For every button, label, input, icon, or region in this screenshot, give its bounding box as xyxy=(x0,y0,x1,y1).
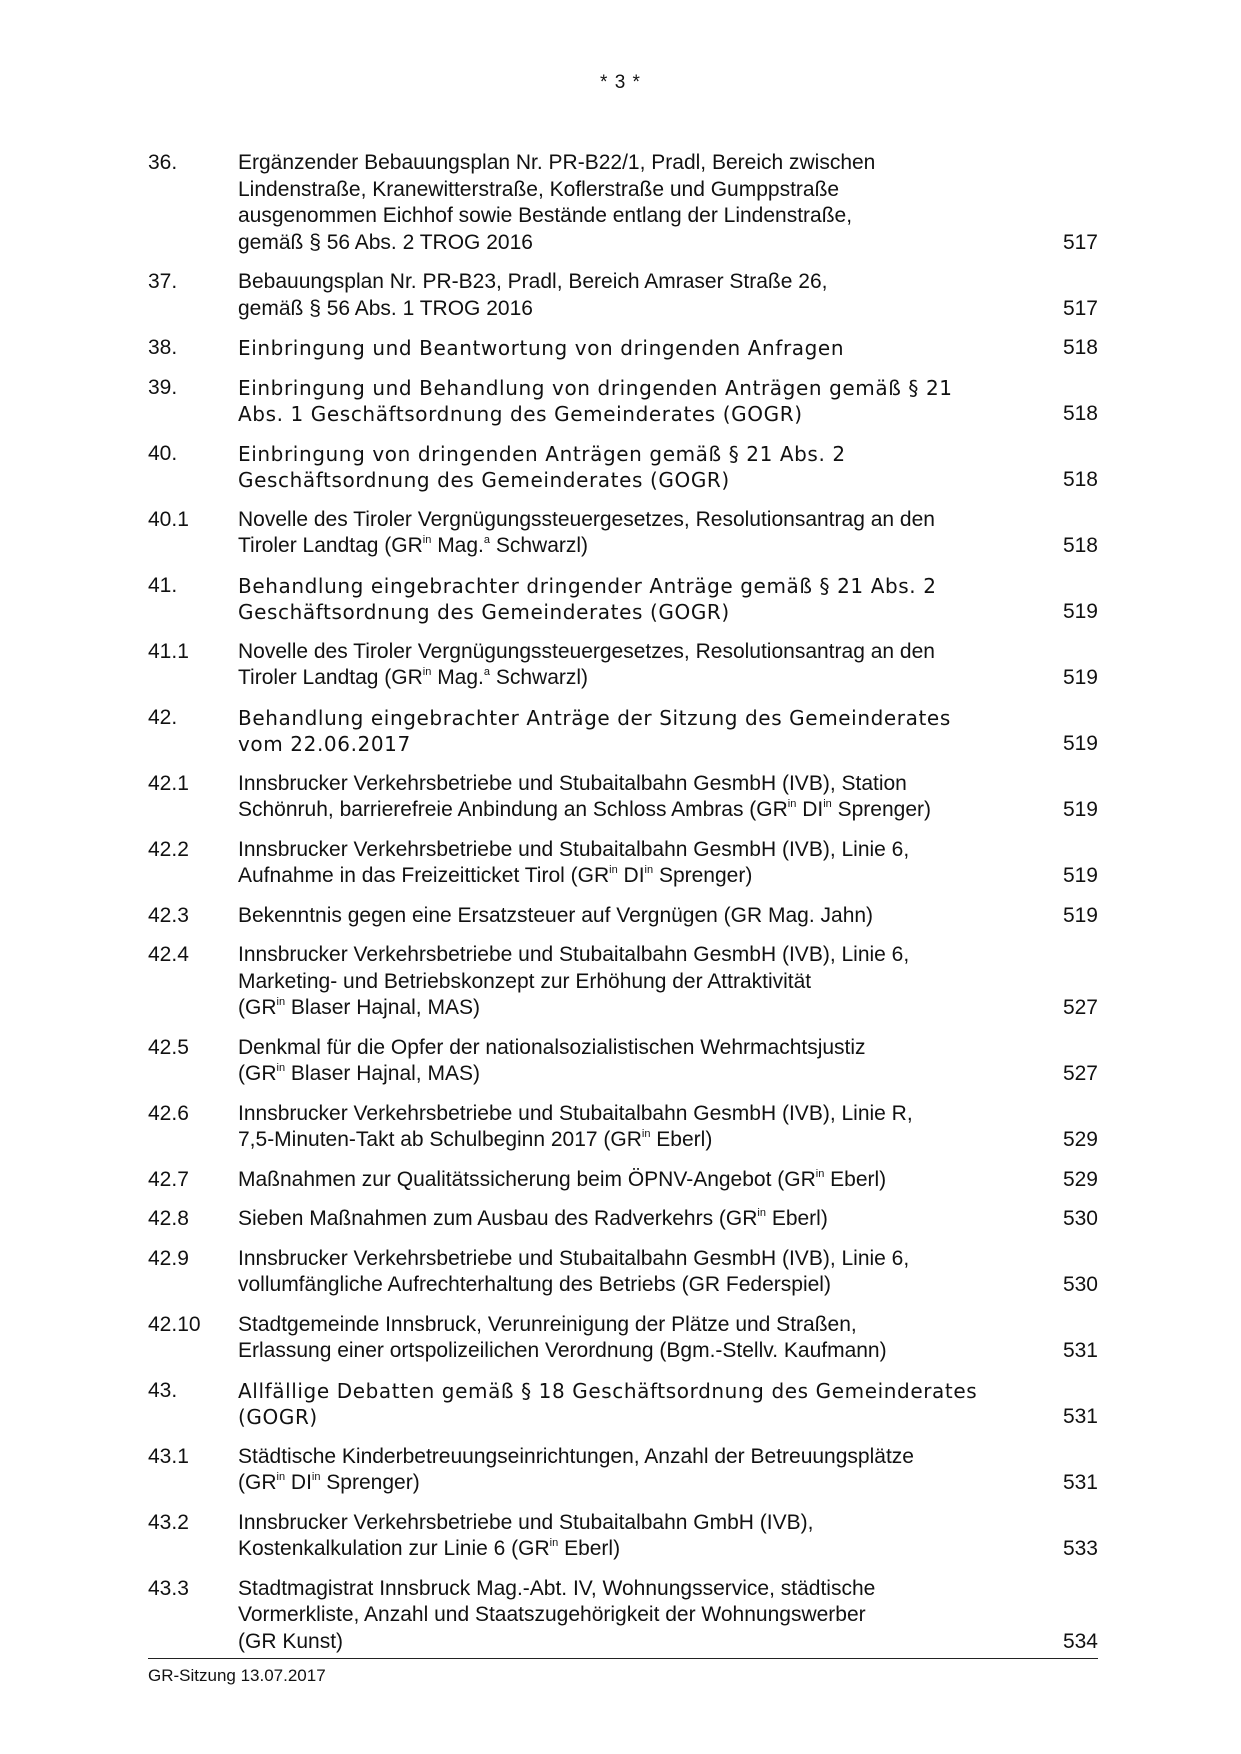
entry-title: Stadtgemeinde Innsbruck, Verunreinigung der Plätze und Straßen, Erlassung einer ortspolizeilichen Verordnung (Bgm.-Stellv. Kaufmann) xyxy=(238,1312,887,1362)
entry-number: 42.9 xyxy=(148,1246,189,1270)
entry-page: 519 xyxy=(1062,903,1098,927)
entry-page: 530 xyxy=(1062,1207,1098,1230)
entry-page: 519 xyxy=(1062,666,1098,689)
entry-number: 37. xyxy=(148,270,178,293)
toc-entry-37 xyxy=(148,269,1098,322)
toc-entry-36 xyxy=(148,150,1098,256)
toc-entry-43-1 xyxy=(148,1444,1098,1497)
entry-title: Innsbrucker Verkehrsbetriebe und Stubaitalbahn GesmbH (IVB), Linie 6, vollumfängliche Aufrechterhaltung des Betriebs (GR Federspiel) xyxy=(238,1246,910,1296)
toc-entry-43-2 xyxy=(148,1510,1098,1563)
entry-page: 530 xyxy=(1062,1273,1098,1296)
entry-page: 519 xyxy=(1062,732,1098,755)
table-of-contents xyxy=(148,150,1098,1668)
entry-page: 529 xyxy=(1062,1128,1098,1151)
entry-number: 38. xyxy=(148,336,178,359)
footer-divider xyxy=(148,1658,1098,1659)
entry-title: Ergänzender Bebauungsplan Nr. PR-B22/1, Pradl, Bereich zwischen Lindenstraße, Kranewitterstraße, Koflerstraße und Gumppstraße ausgenommen Eichhof sowie Bestände entlang der Lindenstraße, gemäß § 56 Abs. 2 TROG 2016 xyxy=(238,151,876,254)
toc-entry-42-3 xyxy=(148,903,1098,930)
toc-entry-43-3 xyxy=(148,1576,1098,1656)
toc-entry-42-4 xyxy=(148,942,1098,1022)
entry-title: Allfällige Debatten gemäß § 18 Geschäftsordnung des Gemeinderates (GOGR) xyxy=(238,1378,978,1429)
footer-session-date: GR-Sitzung 13.07.2017 xyxy=(148,1666,326,1685)
toc-entry-42-9 xyxy=(148,1246,1098,1299)
entry-title: Novelle des Tiroler Vergnügungssteuergesetzes, Resolutionsantrag an den Tiroler Landtag ($GR^{in}$ Mag.$^a$ Schwarzl) xyxy=(238,507,935,557)
entry-title: Innsbrucker Verkehrsbetriebe und Stubaitalbahn GesmbH (IVB), Linie 6, Aufnahme in das Freizeitticket Tirol ($GR^{in}$ $DI^{in}$ Sprenger) xyxy=(238,837,910,887)
entry-title: Sieben Maßnahmen zum Ausbau des Radverkehrs ($GR^{in}$ Eberl) xyxy=(238,1207,828,1230)
toc-entry-42-5 xyxy=(148,1035,1098,1088)
entry-number: 42.2 xyxy=(148,837,189,861)
entry-number: 39. xyxy=(148,375,178,399)
entry-title: Denkmal für die Opfer der nationalsozialistischen Wehrmachtsjustiz ($GR^{in}$ Blaser Hajnal, MAS) xyxy=(238,1035,866,1085)
entry-page: 533 xyxy=(1062,1537,1098,1560)
entry-number: 42.7 xyxy=(148,1167,189,1191)
toc-entry-40 xyxy=(148,441,1098,494)
entry-number: 41.1 xyxy=(148,639,189,663)
entry-number: 42.5 xyxy=(148,1035,189,1059)
entry-title: Einbringung und Beantwortung von dringenden Anfragen xyxy=(238,336,845,360)
entry-number: 43. xyxy=(148,1378,178,1402)
entry-title: Innsbrucker Verkehrsbetriebe und Stubaitalbahn GesmbH (IVB), Station Schönruh, barrierefreie Anbindung an Schloss Ambras ($GR^{in}$ $DI^{in}$ Sprenger) xyxy=(238,771,931,821)
entry-number: 42.1 xyxy=(148,771,189,795)
entry-number: 42.10 xyxy=(148,1312,201,1336)
entry-number: 41. xyxy=(148,573,178,597)
entry-number: 42.3 xyxy=(148,903,189,927)
toc-entry-41-1 xyxy=(148,639,1098,692)
entry-number: 36. xyxy=(148,151,178,174)
entry-title: Stadtmagistrat Innsbruck Mag.-Abt. IV, Wohnungsservice, städtische Vormerkliste, Anzahl und Staatszugehörigkeit der Wohnungswerber (GR Kunst) xyxy=(238,1576,876,1653)
entry-page: 519 xyxy=(1062,864,1098,887)
toc-entry-38 xyxy=(148,335,1098,362)
toc-entry-42-1 xyxy=(148,771,1098,824)
entry-page: 531 xyxy=(1062,1405,1098,1428)
entry-page: 534 xyxy=(1062,1629,1098,1653)
entry-page: 527 xyxy=(1062,996,1098,1019)
entry-page: 517 xyxy=(1062,296,1098,320)
entry-title: Städtische Kinderbetreuungseinrichtungen, Anzahl der Betreuungsplätze ($GR^{in}$ $DI^{in}$ Sprenger) xyxy=(238,1444,914,1494)
toc-entry-42-10 xyxy=(148,1312,1098,1365)
entry-number: 43.1 xyxy=(148,1444,189,1468)
entry-title: Maßnahmen zur Qualitätssicherung beim ÖPNV-Angebot ($GR^{in}$ Eberl) xyxy=(238,1167,887,1191)
entry-number: 42.6 xyxy=(148,1101,189,1125)
entry-page: 519 xyxy=(1062,600,1098,623)
toc-entry-39 xyxy=(148,375,1098,428)
entry-number: 42.8 xyxy=(148,1207,189,1230)
entry-number: 43.3 xyxy=(148,1576,189,1600)
entry-page: 529 xyxy=(1062,1167,1098,1191)
entry-number: 40. xyxy=(148,441,178,465)
toc-entry-41 xyxy=(148,573,1098,626)
toc-entry-42-6 xyxy=(148,1101,1098,1154)
entry-page: 519 xyxy=(1062,798,1098,821)
toc-entry-42-7 xyxy=(148,1167,1098,1194)
entry-page: 517 xyxy=(1062,230,1098,254)
entry-title: Innsbrucker Verkehrsbetriebe und Stubaitalbahn GesmbH (IVB), Linie 6, Marketing- und Betriebskonzept zur Erhöhung der Attraktivität ($GR^{in}$ Blaser Hajnal, MAS) xyxy=(238,943,910,1019)
entry-title: Einbringung von dringenden Anträgen gemäß § 21 Abs. 2 Geschäftsordnung des Gemeinderates (GOGR) xyxy=(238,441,846,492)
entry-number: 42.4 xyxy=(148,943,189,966)
entry-page: 531 xyxy=(1062,1339,1098,1362)
entry-number: 40.1 xyxy=(148,507,189,531)
entry-number: 43.2 xyxy=(148,1510,189,1534)
entry-number: 42. xyxy=(148,705,178,729)
entry-title: Behandlung eingebrachter Anträge der Sitzung des Gemeinderates vom 22.06.2017 xyxy=(238,705,951,756)
entry-page: 518 xyxy=(1062,402,1098,425)
page-number: * 3 * xyxy=(600,72,641,93)
entry-page: 518 xyxy=(1062,336,1098,359)
toc-entry-43 xyxy=(148,1378,1098,1431)
entry-title: Bekenntnis gegen eine Ersatzsteuer auf Vergnügen (GR Mag. Jahn) xyxy=(238,903,874,927)
entry-page: 531 xyxy=(1062,1471,1098,1494)
toc-entry-42 xyxy=(148,705,1098,758)
toc-entry-42-2 xyxy=(148,837,1098,890)
entry-title: Innsbrucker Verkehrsbetriebe und Stubaitalbahn GesmbH (IVB), Linie R, 7,5-Minuten-Takt ab Schulbeginn 2017 ($GR^{in}$ Eberl) xyxy=(238,1101,913,1151)
toc-entry-40-1 xyxy=(148,507,1098,560)
entry-title: Novelle des Tiroler Vergnügungssteuergesetzes, Resolutionsantrag an den Tiroler Landtag ($GR^{in}$ Mag.$^a$ Schwarzl) xyxy=(238,639,935,689)
entry-title: Einbringung und Behandlung von dringenden Anträgen gemäß § 21 Abs. 1 Geschäftsordnung des Gemeinderates (GOGR) xyxy=(238,375,953,426)
entry-title: Behandlung eingebrachter dringender Anträge gemäß § 21 Abs. 2 Geschäftsordnung des Gemeinderates (GOGR) xyxy=(238,573,937,624)
entry-title: Innsbrucker Verkehrsbetriebe und Stubaitalbahn GmbH (IVB), Kostenkalkulation zur Linie 6 ($GR^{in}$ Eberl) xyxy=(238,1510,814,1560)
entry-page: 527 xyxy=(1062,1062,1098,1085)
entry-page: 518 xyxy=(1062,468,1098,491)
toc-entry-42-8 xyxy=(148,1206,1098,1233)
entry-page: 518 xyxy=(1062,534,1098,557)
entry-title: Bebauungsplan Nr. PR-B23, Pradl, Bereich Amraser Straße 26, gemäß § 56 Abs. 1 TROG 2016 xyxy=(238,270,828,320)
